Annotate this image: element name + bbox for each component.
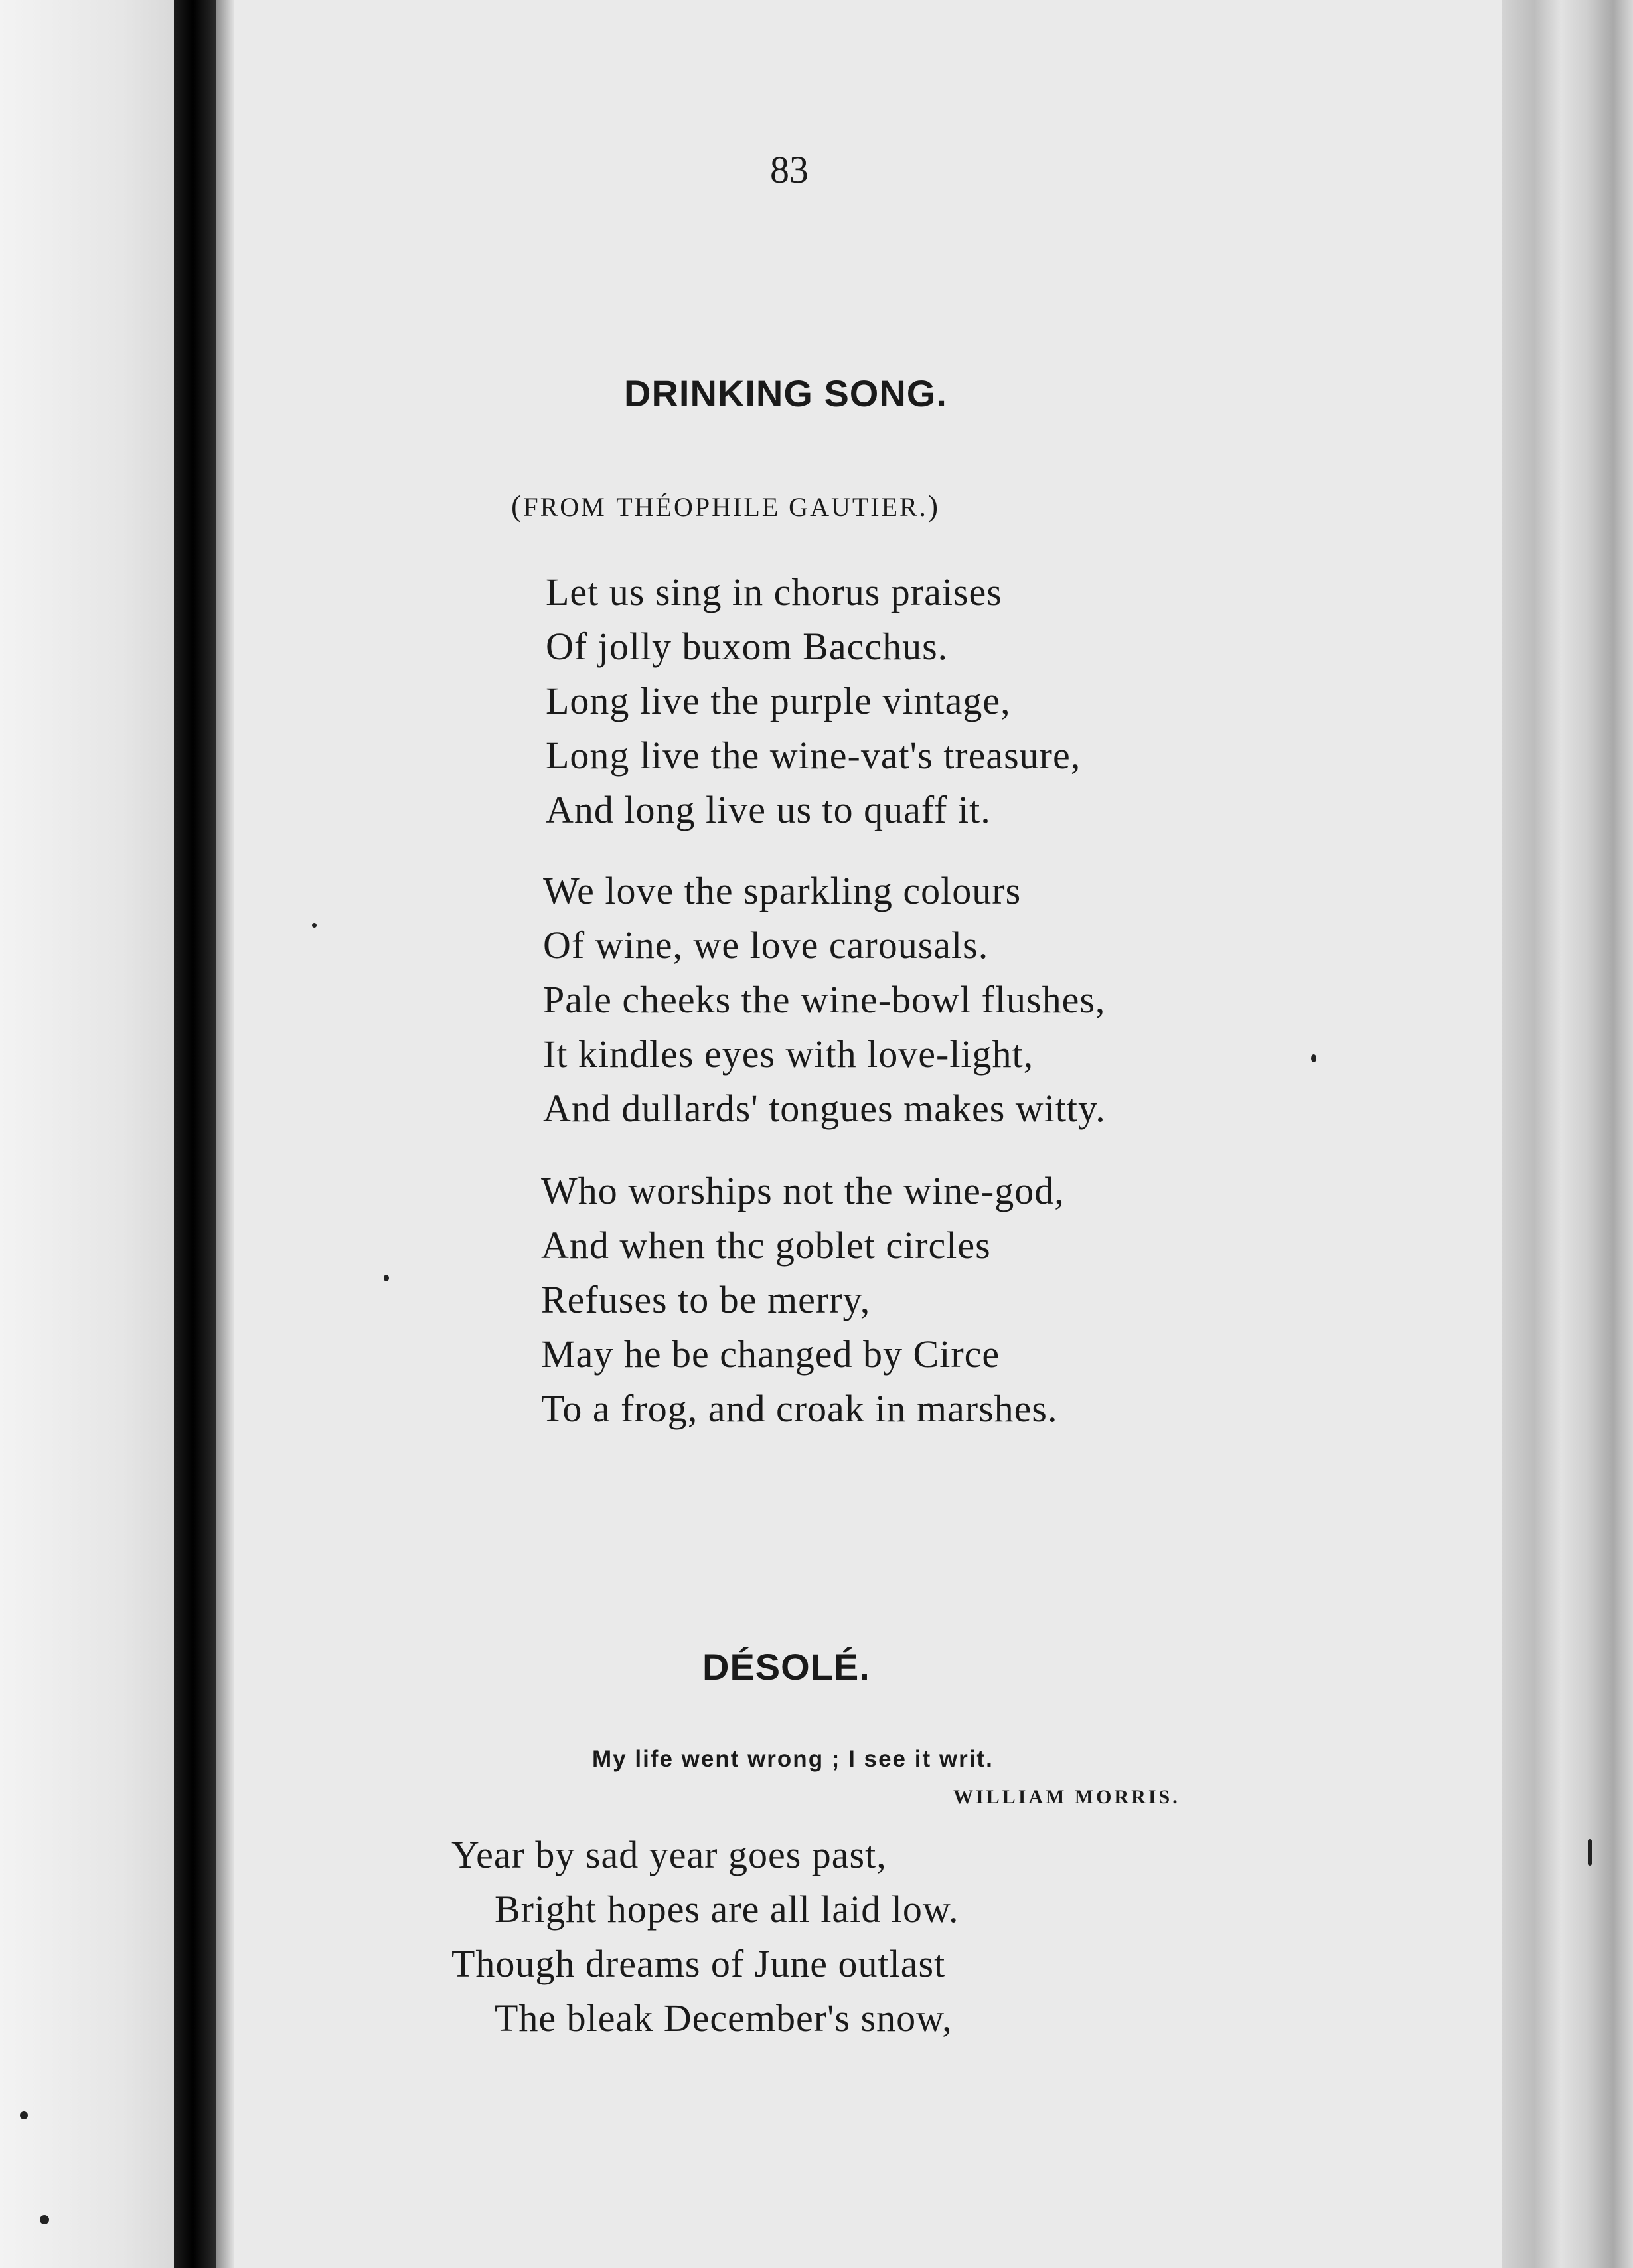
verse-line: It kindles eyes with love-light, [543, 1032, 1034, 1076]
verse-line: Year by sad year goes past, [451, 1833, 887, 1876]
scan-left-margin [0, 0, 174, 2268]
verse-line: We love the sparkling colours [543, 869, 1022, 912]
verse-line: Let us sing in chorus praises [546, 570, 1002, 613]
source-close-paren: ) [927, 489, 941, 523]
verse-line: Of wine, we love carousals. [543, 924, 989, 967]
verse-line: And dullards' tongues makes witty. [543, 1087, 1106, 1130]
verse-line: May he be changed by Circe [541, 1333, 1000, 1376]
epigraph-quote: My life went wrong ; I see it writ. [592, 1746, 994, 1772]
page-edge-stack [1502, 0, 1633, 2268]
verse-line: Pale cheeks the wine-bowl flushes, [543, 978, 1106, 1021]
verse-line: Of jolly buxom Bacchus. [546, 625, 949, 668]
verse-line: Bright hopes are all laid low. [495, 1888, 959, 1931]
verse-line: Though dreams of June outlast [451, 1942, 946, 1985]
poem-title-drinking-song: DRINKING SONG. [624, 372, 947, 414]
source-open-paren: ( [511, 489, 524, 523]
spine-shadow [216, 0, 234, 2268]
verse-line: Who worships not the wine-god, [541, 1169, 1065, 1212]
verse-line: Long live the purple vintage, [546, 679, 1011, 722]
poem-title-desole: DÉSOLÉ. [702, 1646, 870, 1688]
verse-line: Long live the wine-vat's treasure, [546, 734, 1081, 777]
verse-line: And when thc goblet circles [541, 1224, 991, 1267]
verse-line: Refuses to be merry, [541, 1278, 871, 1321]
source-from: FROM [523, 492, 607, 522]
book-spine [174, 0, 216, 2268]
verse-line: The bleak December's snow, [495, 1996, 953, 2040]
verse-line: To a frog, and croak in marshes. [541, 1387, 1058, 1430]
poem-source-attribution [511, 488, 940, 523]
source-author: THÉOPHILE GAUTIER. [616, 492, 928, 522]
epigraph-author: WILLIAM MORRIS. [953, 1786, 1180, 1808]
verse-line: And long live us to quaff it. [546, 788, 991, 831]
page-number: 83 [770, 148, 809, 191]
